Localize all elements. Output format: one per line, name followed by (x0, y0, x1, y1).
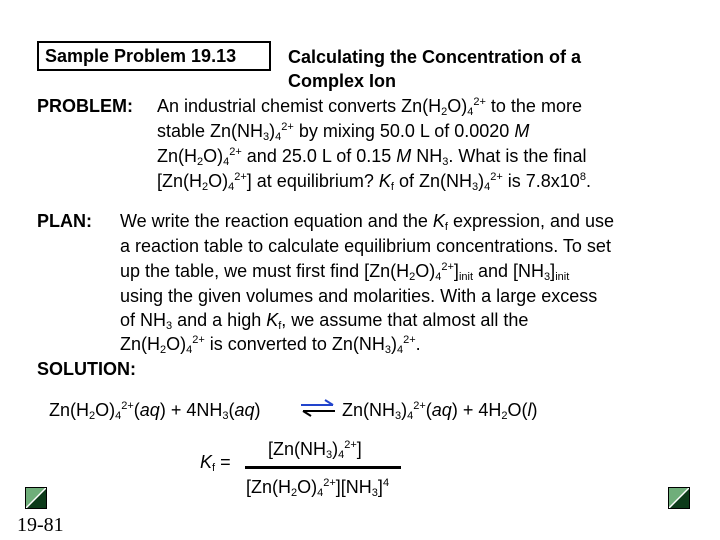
equation-products: $Zn(NH_3)_4^{2+}(aq) + 4H_2O(l)$ (342, 400, 538, 422)
kf-denominator: $[Zn(H_2O)_4^{2+}][NH_3]^4$ (246, 477, 390, 499)
plan-line-2: a reaction table to calculate equilibrium concentrations. To set (120, 236, 611, 256)
fraction-bar (245, 466, 401, 469)
plan-line-5: of $NH_3$ and a high $K_f$, we assume that almost all the (120, 310, 529, 332)
sample-problem-box (37, 41, 271, 71)
problem-label: PROBLEM: (37, 96, 133, 116)
equilibrium-arrows-icon (298, 397, 338, 424)
problem-title: Calculating the Concentration of a Complex Ion (288, 47, 582, 91)
kf-label: $K_f$ = (200, 452, 231, 474)
nav-back-icon[interactable] (25, 487, 47, 509)
problem-line-2: stable $Zn(NH_3)_4^{2+}$ by mixing 50.0 L of 0.0020 M (157, 121, 530, 143)
plan-line-1: We write the reaction equation and the $K_f$ expression, and use (120, 211, 615, 233)
plan-label: PLAN: (37, 211, 92, 231)
equation-reactants: $Zn(H_2O)_4^{2+}(aq) + 4NH_3(aq)$ (49, 400, 261, 422)
solution-label: SOLUTION: (37, 359, 136, 379)
plan-line-3: up the table, we must first find $[Zn(H_2O)_4^{2+}]_{init}$ and $[NH_3]_{init}$ (120, 261, 570, 283)
problem-line-3: $Zn(H_2O)_4^{2+}$ and 25.0 L of 0.15 M $NH_3$. What is the final (157, 146, 587, 168)
problem-line-1: An industrial chemist converts $Zn(H_2O)_4^{2+}$ to the more (157, 96, 582, 118)
plan-line-6: $Zn(H_2O)_4^{2+}$ is converted to $Zn(NH_3)_4^{2+}$. (120, 334, 421, 356)
nav-forward-icon[interactable] (668, 487, 690, 509)
problem-line-4: $[Zn(H_2O)_4^{2+}]$ at equilibrium? $K_f$ of $Zn(NH_3)_4^{2+}$ is $7.8x10^8$. (157, 171, 591, 193)
page-number: 19-81 (17, 514, 64, 536)
sample-problem-label: Sample Problem 19.13 (45, 46, 237, 66)
kf-numerator: $[Zn(NH_3)_4^{2+}]$ (268, 439, 362, 461)
plan-line-4: using the given volumes and molarities. With a large excess (120, 286, 598, 306)
